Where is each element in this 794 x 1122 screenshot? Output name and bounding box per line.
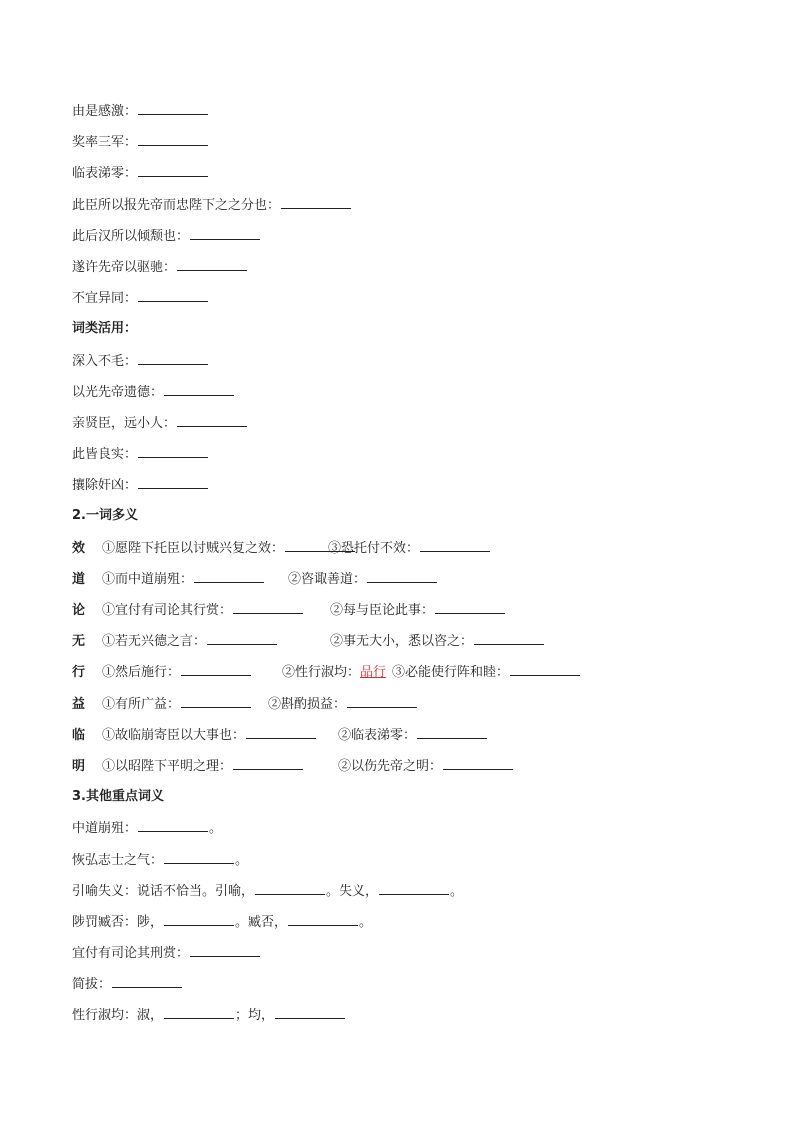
list-item: 此皆良实：: [72, 443, 732, 474]
answer-blank[interactable]: [510, 661, 580, 676]
key-char: 效: [72, 540, 86, 556]
section-heading-polysemy: 2.一词多义: [72, 508, 138, 524]
worksheet: [72, 100, 732, 1036]
key-char: 道: [72, 571, 86, 587]
list-item: 恢弘志士之气： 。: [72, 849, 732, 880]
polysemy-row: 无 ①若无兴德之言： ②事无大小，悉以咨之：: [72, 630, 732, 661]
answer-blank[interactable]: [194, 568, 264, 583]
answer-blank[interactable]: [190, 225, 260, 240]
list-item: 简拔：: [72, 973, 732, 1004]
answer-blank[interactable]: [164, 381, 234, 396]
answer-blank[interactable]: [190, 942, 260, 957]
answer-blank[interactable]: [255, 880, 325, 895]
answer-blank[interactable]: [138, 162, 208, 177]
list-item: 此臣所以报先帝而忠陛下之之分也：: [72, 194, 732, 225]
answer-blank[interactable]: [181, 693, 251, 708]
answer-blank[interactable]: [288, 911, 358, 926]
answer-blank[interactable]: [246, 724, 316, 739]
answer-blank[interactable]: [474, 630, 544, 645]
answer-blank[interactable]: [281, 194, 351, 209]
answer-blank[interactable]: [379, 880, 449, 895]
list-item: 中道崩殂： 。: [72, 817, 732, 848]
answer-blank[interactable]: [367, 568, 437, 583]
polysemy-row: 临 ①故临崩寄臣以大事也： ②临表涕零：: [72, 724, 732, 755]
answer-blank[interactable]: [181, 661, 251, 676]
answer-blank[interactable]: [138, 100, 208, 115]
key-char: 益: [72, 696, 86, 712]
list-item: 性行淑均：淑， ；均，: [72, 1004, 732, 1035]
polysemy-row: 效 ①愿陛下托臣以讨贼兴复之效： ③恐托付不效：: [72, 537, 732, 568]
answer-blank[interactable]: [138, 287, 208, 302]
list-item: 遂许先帝以驱驰：: [72, 256, 732, 287]
list-item: 引喻失义：说话不恰当。引喻， 。失义， 。: [72, 880, 732, 911]
key-char: 行: [72, 665, 86, 681]
key-char: 论: [72, 603, 86, 618]
answer-blank[interactable]: [138, 131, 208, 146]
filled-answer: 品行: [360, 665, 387, 681]
answer-blank[interactable]: [138, 474, 208, 489]
list-item: 宜付有司论其刑赏：: [72, 942, 732, 973]
polysemy-row: 行 ①然后施行： ②性行淑均：品行 ③必能使行阵和睦：: [72, 661, 732, 692]
list-item: 深入不毛：: [72, 350, 732, 381]
list-item: 由是感激：: [72, 100, 732, 131]
list-item: 不宜异同：: [72, 287, 732, 318]
polysemy-row: 益 ①有所广益： ②斟酌损益：: [72, 693, 732, 724]
polysemy-row: 道 ①而中道崩殂： ②咨诹善道：: [72, 568, 732, 599]
answer-blank[interactable]: [177, 256, 247, 271]
polysemy-row: 明 ①以昭陛下平明之理： ②以伤先帝之明：: [72, 755, 732, 786]
polysemy-row: 论 ①宜付有司论其行赏： ②每与臣论此事：: [72, 599, 732, 630]
list-item: 攘除奸凶：: [72, 474, 732, 505]
answer-blank[interactable]: [233, 755, 303, 770]
answer-blank[interactable]: [420, 537, 490, 552]
answer-blank[interactable]: [417, 724, 487, 739]
list-item: 亲贤臣，远小人：: [72, 412, 732, 443]
list-item: 陟罚臧否：陟， 。臧否， 。: [72, 911, 732, 942]
answer-blank[interactable]: [275, 1004, 345, 1019]
answer-blank[interactable]: [164, 911, 234, 926]
list-item: 此后汉所以倾颓也：: [72, 225, 732, 256]
list-item: 以光先帝遗德：: [72, 381, 732, 412]
answer-blank[interactable]: [138, 350, 208, 365]
answer-blank[interactable]: [138, 443, 208, 458]
answer-blank[interactable]: [233, 599, 303, 614]
key-char: 临: [72, 727, 86, 743]
list-item: 临表涕零：: [72, 162, 732, 193]
section-heading-key-words: 3.其他重点词义: [72, 789, 164, 805]
answer-blank[interactable]: [138, 817, 208, 832]
answer-blank[interactable]: [177, 412, 247, 427]
answer-blank[interactable]: [347, 693, 417, 708]
section-heading-ciyi: 词类活用：: [72, 321, 138, 337]
answer-blank[interactable]: [435, 599, 505, 614]
answer-blank[interactable]: [164, 849, 234, 864]
answer-blank[interactable]: [207, 630, 277, 645]
list-item: 奖率三军：: [72, 131, 732, 162]
key-char: 无: [72, 634, 86, 650]
key-char: 明: [72, 758, 86, 774]
answer-blank[interactable]: [443, 755, 513, 770]
answer-blank[interactable]: [112, 973, 182, 988]
answer-blank[interactable]: [164, 1004, 234, 1019]
